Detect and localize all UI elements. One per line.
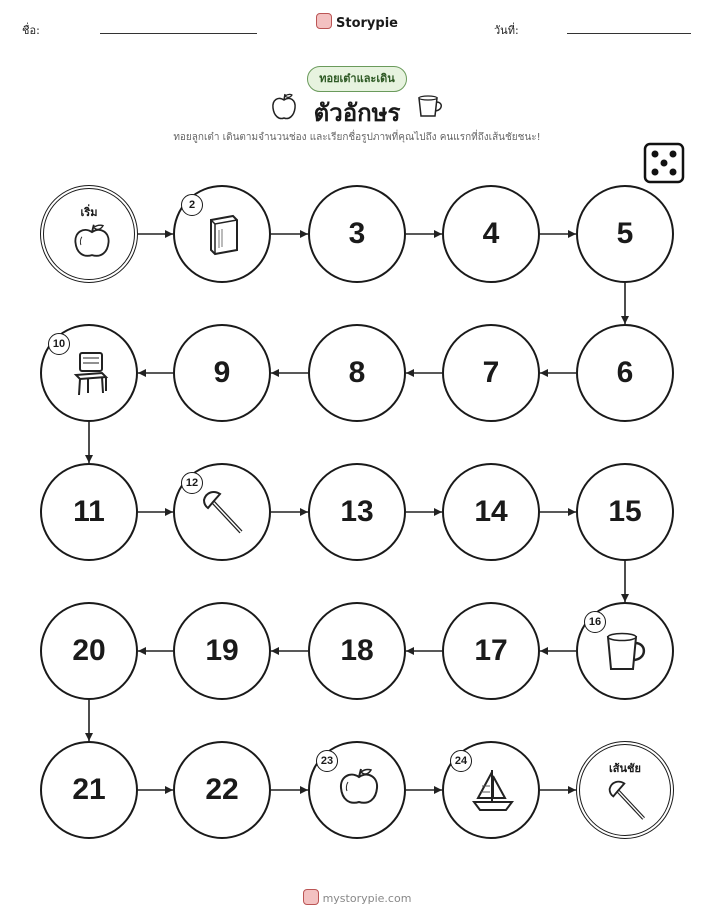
board-space-10[interactable]: [40, 324, 138, 422]
space-number-badge: 23: [316, 750, 338, 772]
path-arrow: [540, 786, 576, 794]
path-arrow: [406, 230, 442, 238]
space-number-badge: 12: [181, 472, 203, 494]
board-space-7[interactable]: [442, 324, 540, 422]
path-arrow: [540, 369, 576, 377]
space-number: 21: [72, 773, 106, 806]
board-space-2[interactable]: [173, 185, 271, 283]
path-arrow: [138, 786, 173, 794]
board-space-16[interactable]: [576, 602, 674, 700]
footer: [0, 889, 714, 905]
board-space-19[interactable]: [173, 602, 271, 700]
path-arrow: [138, 508, 173, 516]
path-arrow: [85, 422, 93, 463]
apple-icon: [334, 766, 384, 816]
finish-space[interactable]: [576, 741, 674, 839]
brand-text: Storypie: [336, 16, 398, 31]
instructions: ทอยลูกเต๋า เดินตามจำนวนช่อง และเรียกชื่อรูปภาพที่คุณไปถึง คนแรกที่ถึงเส้นชัยชนะ!: [173, 132, 541, 143]
game-type-pill: ทอยเต๋าและเดิน: [307, 66, 407, 92]
board-space-12[interactable]: [173, 463, 271, 561]
board-space-8[interactable]: [308, 324, 406, 422]
space-number: 19: [205, 634, 239, 667]
path-arrow: [406, 508, 442, 516]
board-space-9[interactable]: [173, 324, 271, 422]
storypie-logo-icon: [303, 889, 319, 905]
book-icon: [199, 210, 249, 260]
space-number: 22: [205, 773, 239, 806]
path-arrow: [271, 647, 308, 655]
space-number: 4: [482, 217, 500, 250]
path-arrow: [621, 561, 629, 602]
board-space-11[interactable]: [40, 463, 138, 561]
apple-icon: [69, 222, 115, 268]
axe-icon: [605, 778, 651, 824]
board-space-24[interactable]: [442, 741, 540, 839]
sailboat-icon: [468, 766, 518, 816]
space-number: 17: [474, 634, 508, 667]
board-space-13[interactable]: [308, 463, 406, 561]
board-space-17[interactable]: [442, 602, 540, 700]
space-number-badge: 24: [450, 750, 472, 772]
path-arrow: [621, 283, 629, 324]
path-arrow: [540, 230, 576, 238]
space-number: 11: [73, 495, 105, 528]
finish-label: เส้นชัย: [609, 762, 641, 775]
space-number: 18: [340, 634, 374, 667]
space-number-badge: 10: [48, 333, 70, 355]
path-arrow: [271, 230, 308, 238]
chair-icon: [66, 349, 116, 399]
path-arrow: [138, 230, 173, 238]
space-number-badge: 2: [181, 194, 203, 216]
board-space-6[interactable]: [576, 324, 674, 422]
space-number: 8: [348, 356, 366, 389]
path-arrow: [406, 369, 442, 377]
path-arrow: [540, 647, 576, 655]
date-label: วันที่:: [494, 24, 519, 37]
space-number: 5: [616, 217, 634, 250]
board-space-23[interactable]: [308, 741, 406, 839]
board-space-22[interactable]: [173, 741, 271, 839]
space-number: 3: [348, 217, 366, 250]
path-arrow: [85, 700, 93, 741]
board-space-5[interactable]: [576, 185, 674, 283]
name-label: ชื่อ:: [22, 24, 40, 37]
board-space-20[interactable]: [40, 602, 138, 700]
board-space-18[interactable]: [308, 602, 406, 700]
path-arrow: [406, 786, 442, 794]
board-space-3[interactable]: [308, 185, 406, 283]
board-space-4[interactable]: [442, 185, 540, 283]
path-arrow: [406, 647, 442, 655]
space-number: 20: [72, 634, 106, 667]
page-title: ตัวอักษร: [313, 99, 401, 127]
start-label: เริ่ม: [80, 206, 98, 219]
axe-icon: [199, 488, 249, 538]
board-space-14[interactable]: [442, 463, 540, 561]
path-arrow: [271, 508, 308, 516]
cup-icon: [602, 627, 652, 677]
space-number: 15: [608, 495, 642, 528]
path-arrow: [138, 369, 173, 377]
space-number: 13: [340, 495, 374, 528]
space-number: 9: [213, 356, 231, 389]
board-space-21[interactable]: [40, 741, 138, 839]
space-number: 7: [482, 356, 500, 389]
path-arrow: [271, 786, 308, 794]
space-number: 6: [616, 356, 634, 389]
path-arrow: [540, 508, 576, 516]
space-number-badge: 16: [584, 611, 606, 633]
start-space[interactable]: [40, 185, 138, 283]
footer-url[interactable]: mystorypie.com: [322, 892, 412, 905]
path-arrow: [138, 647, 173, 655]
path-arrow: [271, 369, 308, 377]
board-space-15[interactable]: [576, 463, 674, 561]
space-number: 14: [474, 495, 508, 528]
